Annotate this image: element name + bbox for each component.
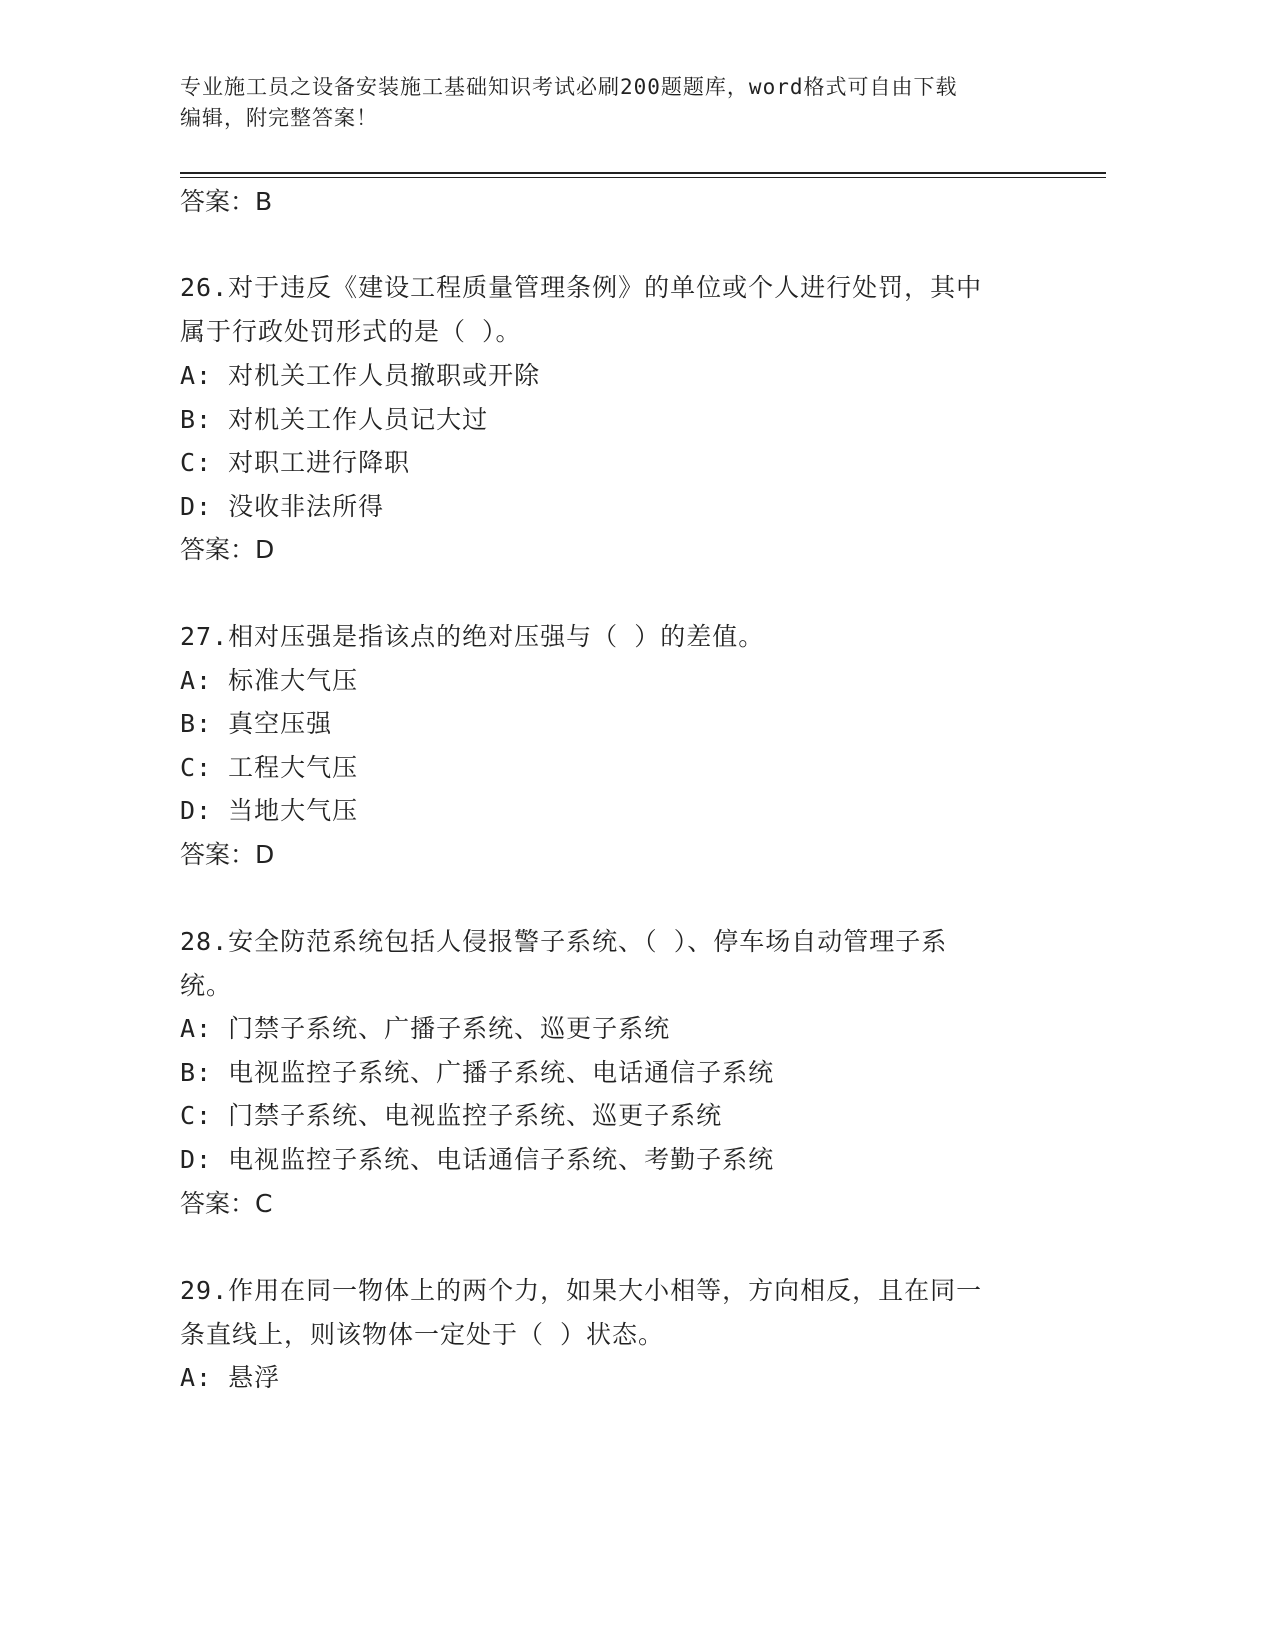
question-26-option-a: A: 对机关工作人员撤职或开除 [180, 361, 541, 390]
question-27-option-d: D: 当地大气压 [180, 796, 359, 825]
question-27-option-b: B: 真空压强 [180, 709, 333, 738]
header-line-2: 编辑，附完整答案！ [180, 106, 378, 130]
question-26-option-c: C: 对职工进行降职 [180, 448, 411, 477]
question-28-option-c: C: 门禁子系统、电视监控子系统、巡更子系统 [180, 1101, 723, 1130]
question-26-stem-line-1: 26.对于违反《建设工程质量管理条例》的单位或个人进行处罚，其中 [180, 273, 983, 302]
question-28-option-a: A: 门禁子系统、广播子系统、巡更子系统 [180, 1014, 671, 1043]
answer-25: 答案：B [180, 187, 273, 216]
header-rule-thin [180, 177, 1106, 178]
question-27-option-a: A: 标准大气压 [180, 666, 359, 695]
question-29-stem-line-1: 29.作用在同一物体上的两个力，如果大小相等，方向相反，且在同一 [180, 1276, 983, 1305]
question-27-stem-line-1: 27.相对压强是指该点的绝对压强与（ ）的差值。 [180, 622, 765, 651]
header-line-1: 专业施工员之设备安装施工基础知识考试必刷200题题库，word格式可自由下载 [180, 75, 958, 99]
question-26-option-b: B: 对机关工作人员记大过 [180, 405, 489, 434]
answer-27: 答案：D [180, 840, 275, 869]
question-28-option-d: D: 电视监控子系统、电话通信子系统、考勤子系统 [180, 1145, 775, 1174]
question-28-stem-line-2: 统。 [180, 971, 233, 1000]
question-27-option-c: C: 工程大气压 [180, 753, 359, 782]
question-28-stem-line-1: 28.安全防范系统包括人侵报警子系统、（ ）、停车场自动管理子系 [180, 927, 948, 956]
document-header [180, 72, 1040, 134]
question-29-stem-line-2: 条直线上，则该物体一定处于（ ）状态。 [180, 1320, 665, 1349]
header-rule-thick [180, 172, 1106, 174]
question-26-stem-line-2: 属于行政处罚形式的是（ ）。 [180, 317, 522, 346]
question-29-option-a: A: 悬浮 [180, 1363, 281, 1392]
question-28-option-b: B: 电视监控子系统、广播子系统、电话通信子系统 [180, 1058, 775, 1087]
answer-26: 答案：D [180, 535, 275, 564]
answer-28: 答案：C [180, 1189, 273, 1218]
question-26-option-d: D: 没收非法所得 [180, 492, 385, 521]
